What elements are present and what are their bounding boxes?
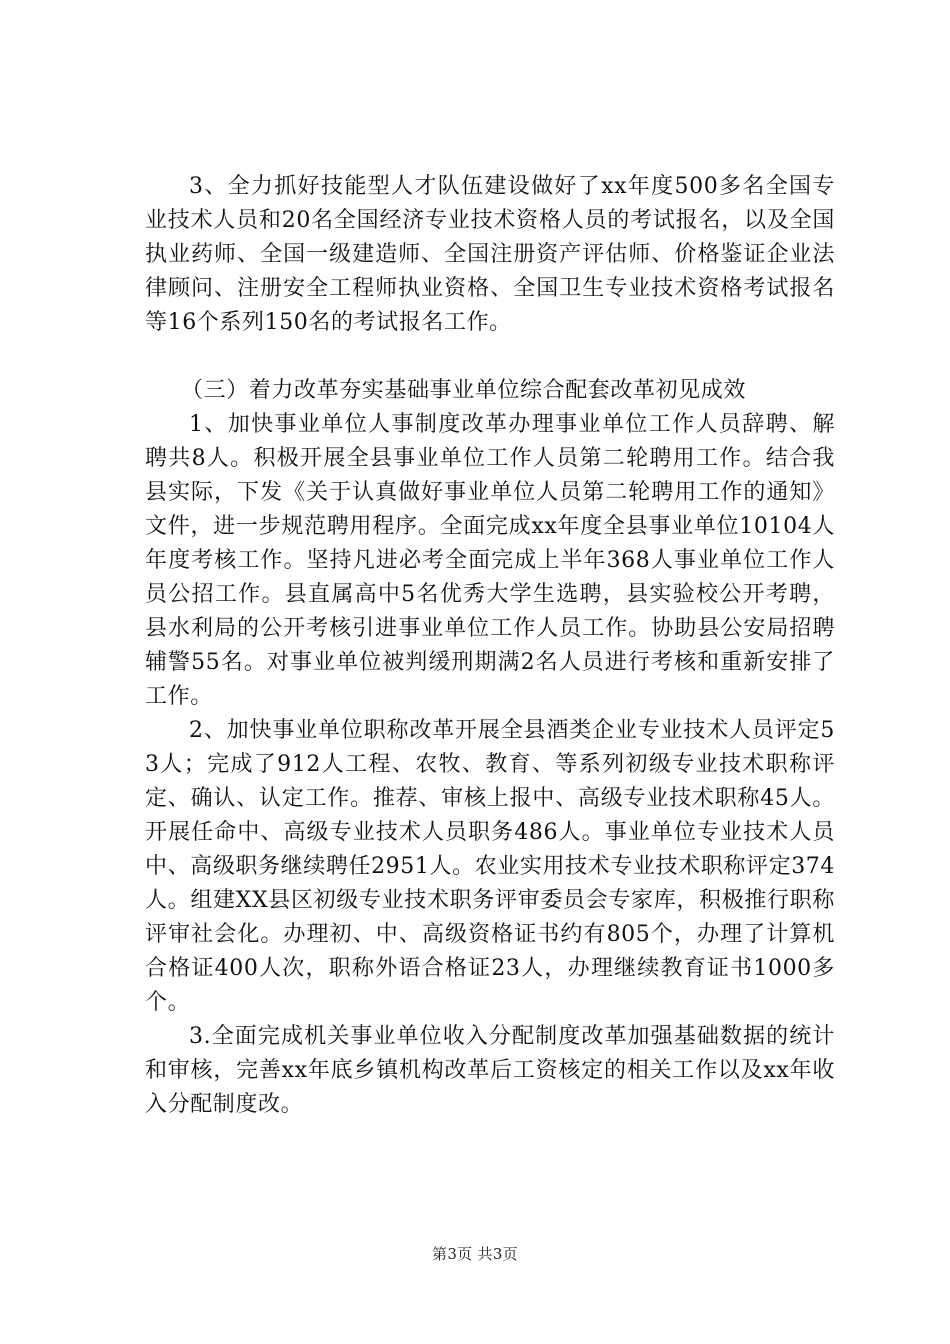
paragraph-title-reform: 2、加快事业单位职称改革开展全县酒类企业专业技术人员评定53人；完成了912人工程、农牧、教育、等系列初级专业技术职称评定、确认、认定工作。推荐、审核上报中、高级专业技术职称45人。开展任命中、高级专业技术人员职务486人。事业单位专业技术人员中、高级职务继续聘任2951人。农业实用技术专业技术职称评定374人。组建XX县区初级专业技术职务评审委员会专家库，积极推行职称评审社会化。办理初、中、高级资格证书约有805个，办理了计算机合格证400人次，职称外语合格证23人，办理继续教育证书1000多个。 <box>145 718 835 1015</box>
paragraph-gap <box>145 340 835 374</box>
section-heading: （三）着力改革夯实基础事业单位综合配套改革初见成效 <box>181 378 747 403</box>
paragraph-income-reform: 3.全面完成机关事业单位收入分配制度改革加强基础数据的统计和审核，完善xx年底乡镇机构改革后工资核定的相关工作以及xx年收入分配制度改。 <box>145 1024 835 1117</box>
paragraph-personnel-reform: 1、加快事业单位人事制度改革办理事业单位工作人员辞聘、解聘共8人。积极开展全县事业单位工作人员第二轮聘用工作。结合我县实际，下发《关于认真做好事业单位人员第二轮聘用工作的通知》文件，进一步规范聘用程序。全面完成xx年度全县事业单位10104人年度考核工作。坚持凡进必考全面完成上半年368人事业单位工作人员公招工作。县直属高中5名优秀大学生选聘，县实验校公开考聘，县水利局的公开考核引进事业单位工作人员工作。协助县公安局招聘辅警55名。对事业单位被判缓刑期满2名人员进行考核和重新安排了工作。 <box>145 412 835 709</box>
page-number-footer: 第3页 共3页 <box>432 1245 518 1263</box>
document-body <box>145 170 835 1122</box>
paragraph-talent-team: 3、全力抓好技能型人才队伍建设做好了xx年度500多名全国专业技术人员和20名全国经济专业技术资格人员的考试报名，以及全国执业药师、全国一级建造师、全国注册资产评估师、价格鉴证企业法律顾问、注册安全工程师执业资格、全国卫生专业技术资格考试报名等16个系列150名的考试报名工作。 <box>145 174 835 335</box>
